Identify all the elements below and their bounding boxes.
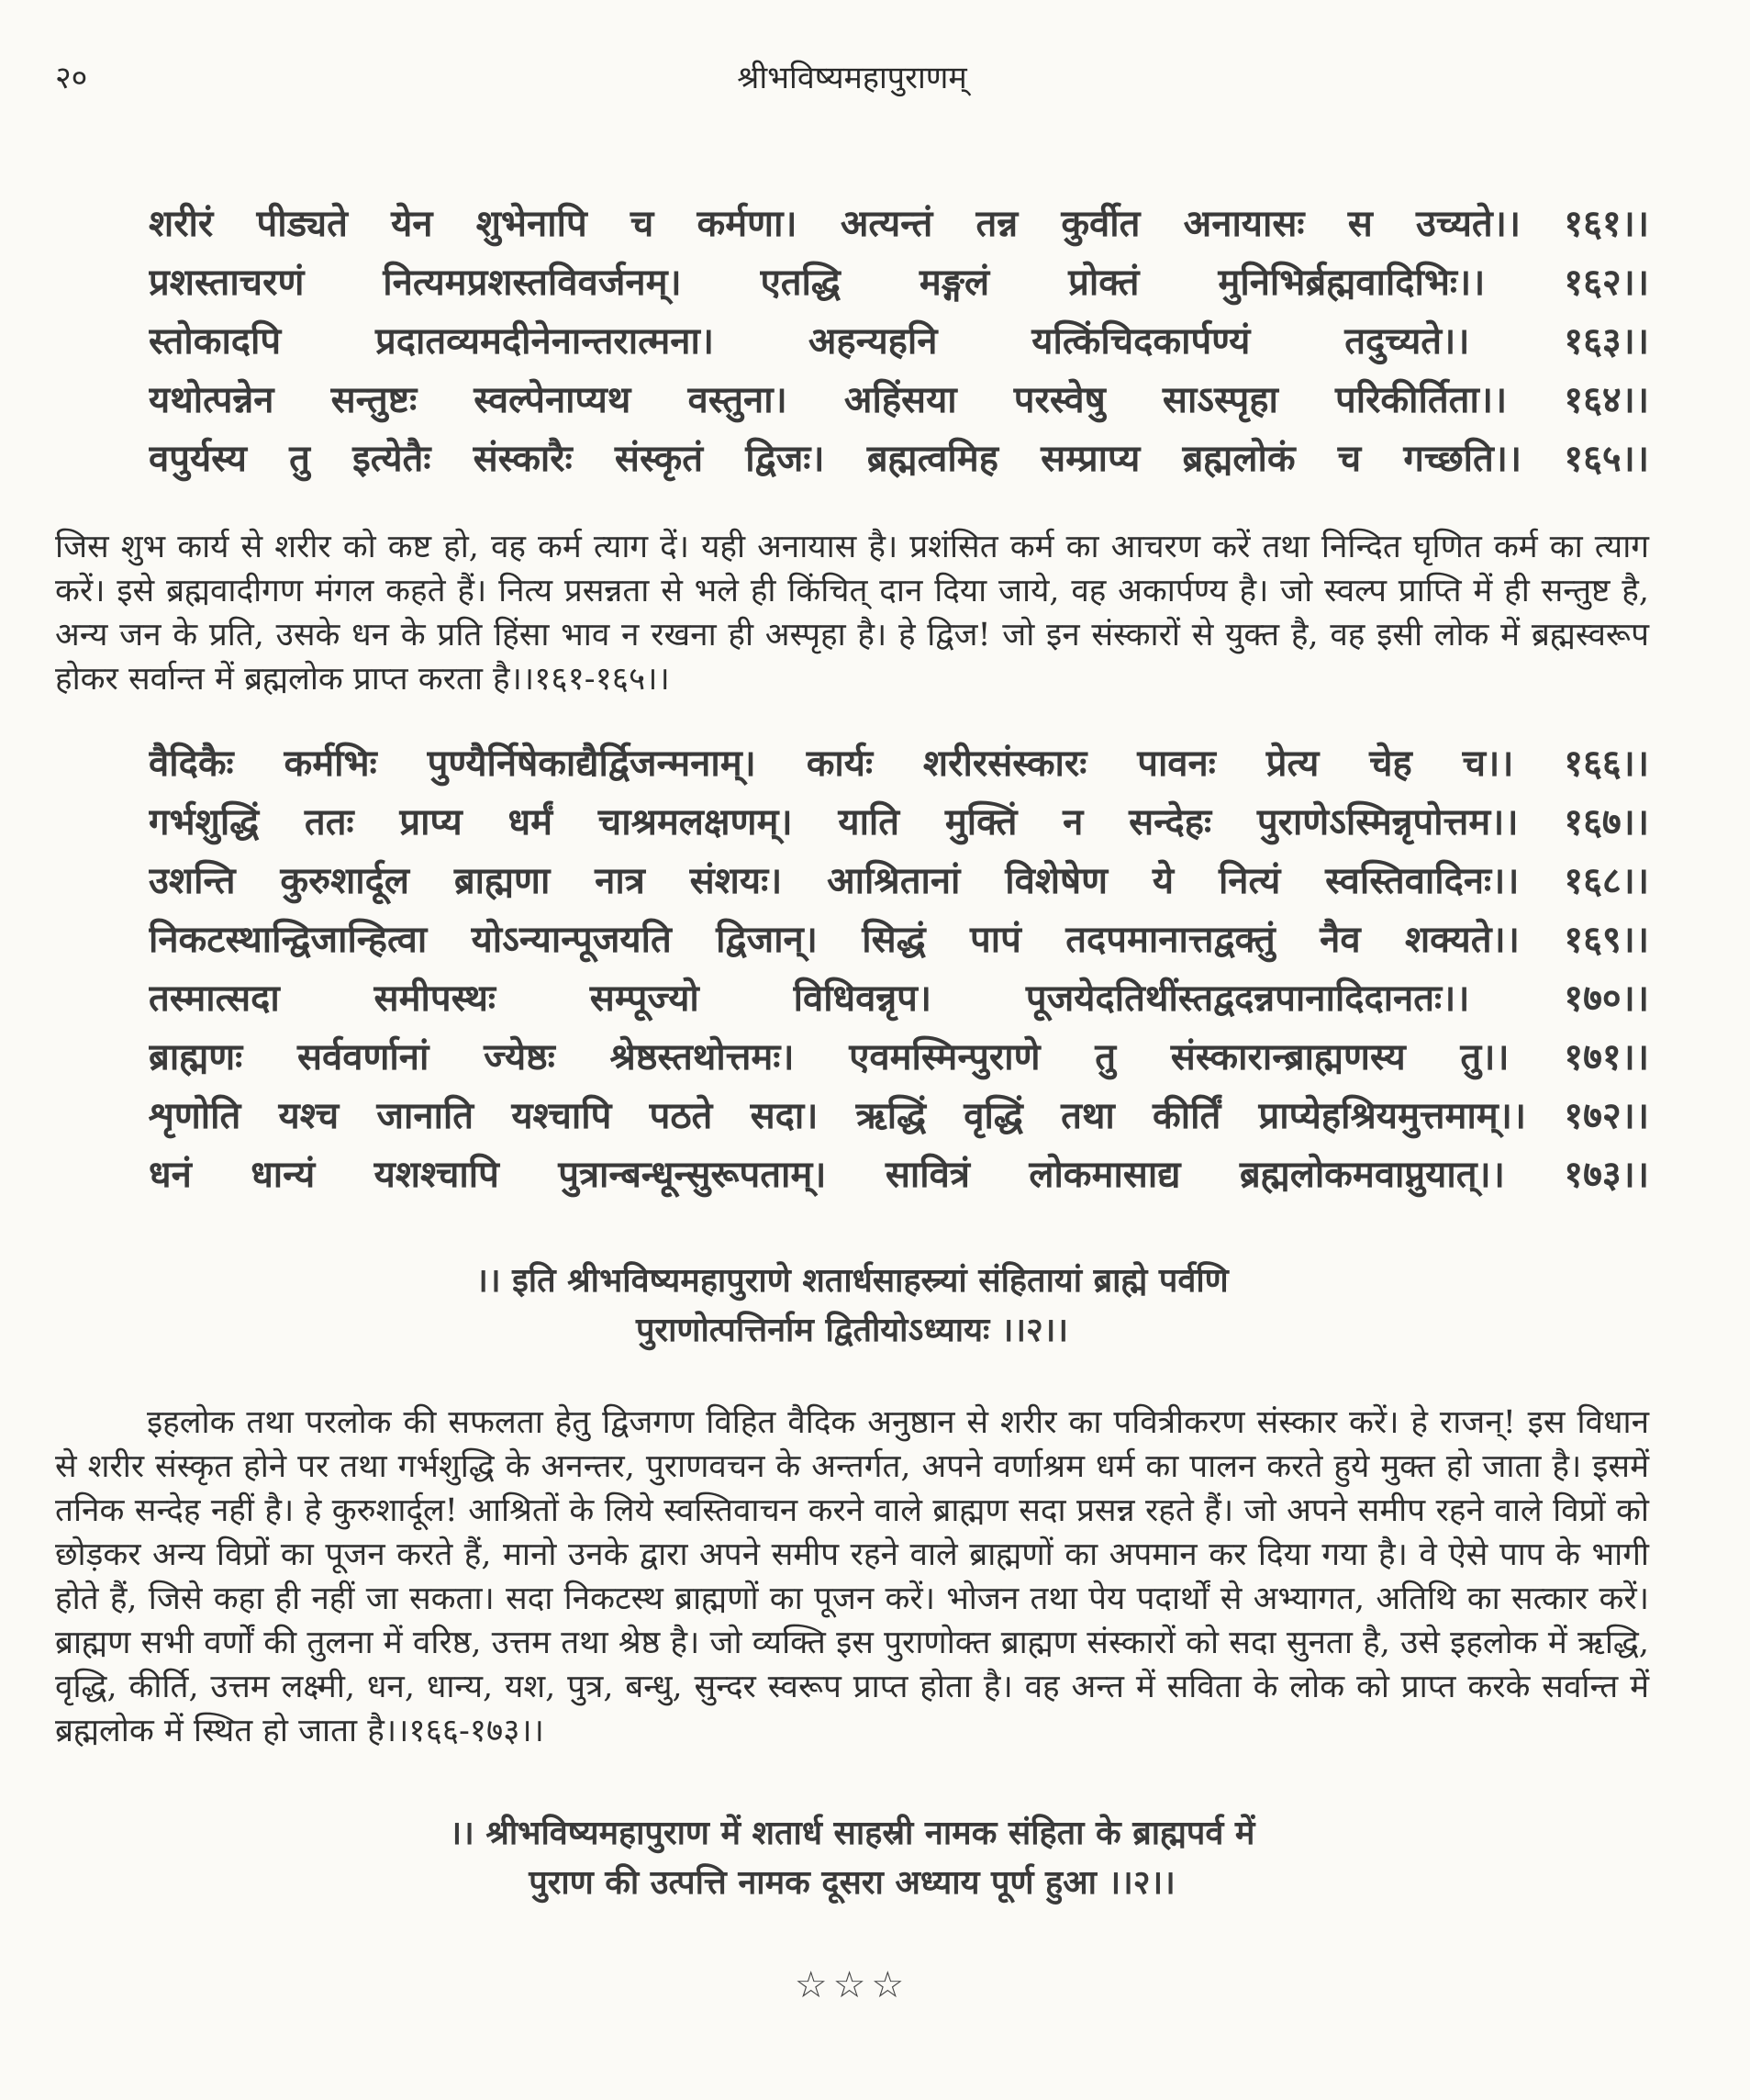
colophon-line: पुराण की उत्पत्ति नामक दूसरा अध्याय पूर्ण हुआ ।।२।। — [529, 1863, 1176, 1902]
verse-line: धनं धान्यं यशश्चापि पुत्रान्बन्धून्सुरूपताम्। सावित्रं लोकमासाद्य ब्रह्मलोकमवाप्नुयात्।। १७३।। — [149, 1153, 1649, 1196]
sanskrit-colophon — [55, 1256, 1649, 1355]
verse-line: स्तोकादपि प्रदातव्यमदीनेनान्तरात्मना। अहन्यहनि यत्किंचिदकार्पण्यं तदुच्यते।। १६३।। — [149, 319, 1649, 363]
running-title: श्रीभविष्यमहापुराणम् — [737, 60, 967, 96]
verse-line: वपुर्यस्य तु इत्येतैः संस्कारैः संस्कृतं द्विजः। ब्रह्मत्वमिह सम्प्राप्य ब्रह्मलोकं च गच्छति।। १६५।। — [149, 437, 1649, 480]
verse-line: उशन्ति कुरुशार्दूल ब्राह्मणा नात्र संशयः। आश्रितानां विशेषेण ये नित्यं स्वस्तिवादिनः।। १६८।। — [149, 859, 1649, 902]
translation-paragraph-166-173: इहलोक तथा परलोक की सफलता हेतु द्विजगण विहित वैदिक अनुष्ठान से शरीर का पवित्रीकरण संस्कार करें। हे राजन्! इस विधान से शरीर संस्कृत होने पर तथा गर्भशुद्धि के अनन्तर, पुराणवचन के अन्तर्गत, अपने वर्णाश्रम धर्म का पालन करते हुये मुक्त हो जाता है। इसमें तनिक सन्देह नहीं है। हे कुरुशार्दूल! आश्रितों के लिये स्वस्तिवाचन करने वाले ब्राह्मण सदा प्रसन्न रहते हैं। जो अपने समीप रहने वाले विप्रों को छोड़कर अन्य विप्रों का पूजन करते हैं, मानो उनके द्वारा अपने समीप रहने वाले ब्राह्मणों का अपमान कर दिया गया है। वे ऐसे पाप के भागी होते हैं, जिसे कहा ही नहीं जा सकता। सदा निकटस्थ ब्राह्मणों का पूजन करें। भोजन तथा पेय पदार्थों से अभ्यागत, अतिथि का सत्कार करें। ब्राह्मण सभी वर्णों की तुलना में वरिष्ठ, उत्तम तथा श्रेष्ठ है। जो व्यक्ति इस पुराणोक्त ब्राह्मण संस्कारों को सदा सुनता है, उसे इहलोक में ऋद्धि, वृद्धि, कीर्ति, उत्तम लक्ष्मी, धन, धान्य, यश, पुत्र, बन्धु, सुन्दर स्वरूप प्राप्त होता है। वह अन्त में सविता के लोक को प्राप्त करके सर्वान्त में ब्रह्मलोक में स्थित हो जाता है।।१६६-१७३।। — [55, 1404, 1649, 1749]
verse-line: शृणोति यश्च जानाति यश्चापि पठते सदा। ऋद्धिं वृद्धिं तथा कीर्तिं प्राप्येहश्रियमुत्तमाम्।। १७२।। — [149, 1094, 1649, 1137]
star-ornament: ☆☆☆ — [794, 1964, 910, 2006]
verse-line: तस्मात्सदा समीपस्थः सम्पूज्यो विधिवन्नृप। पूजयेदतिथींस्तद्वदन्नपानादिदानतः।। १७०।। — [149, 977, 1649, 1020]
verse-line: वैदिकैः कर्मभिः पुण्यैर्निषेकाद्यैर्द्विजन्मनाम्। कार्यः शरीरसंस्कारः पावनः प्रेत्य चेह च।। १६६।। — [149, 742, 1649, 785]
verse-block-161-165 — [55, 195, 1649, 488]
colophon-line: पुराणोत्पत्तिर्नाम द्वितीयोऽध्यायः ।।२।। — [635, 1311, 1069, 1349]
verse-block-166-173 — [55, 734, 1649, 1204]
page-number: २० — [55, 60, 88, 96]
verse-line: निकटस्थान्द्विजान्हित्वा योऽन्यान्पूजयति द्विजान्। सिद्धं पापं तदपमानात्तद्वक्तुं नैव शक्यते।। १६९।। — [149, 918, 1649, 961]
translation-paragraph-161-165: जिस शुभ कार्य से शरीर को कष्ट हो, वह कर्म त्याग दें। यही अनायास है। प्रशंसित कर्म का आचरण करें तथा निन्दित घृणित कर्म का त्याग करें। इसे ब्रह्मवादीगण मंगल कहते हैं। नित्य प्रसन्नता से भले ही किंचित् दान दिया जाये, वह अकार्पण्य है। जो स्वल्प प्राप्ति में ही सन्तुष्ट है, अन्य जन के प्रति, उसके धन के प्रति हिंसा भाव न रखना ही अस्पृहा है। हे द्विज! जो इन संस्कारों से युक्त है, वह इसी लोक में ब्रह्मस्वरूप होकर सर्वान्त में ब्रह्मलोक प्राप्त करता है।।१६१-१६५।। — [55, 529, 1649, 698]
colophon-line: ।। श्रीभविष्यमहापुराण में शतार्ध साहस्री नामक संहिता के ब्राह्मपर्व में — [449, 1814, 1255, 1852]
colophon-line: ।। इति श्रीभविष्यमहापुराणे शतार्धसाहस्र्यां संहितायां ब्राह्मे पर्वणि — [475, 1261, 1229, 1300]
hindi-colophon — [55, 1808, 1649, 1907]
verse-line: गर्भशुद्धिं ततः प्राप्य धर्मं चाश्रमलक्षणम्। याति मुक्तिं न सन्देहः पुराणेऽस्मिन्नृपोत्तम।। १६७।। — [149, 800, 1649, 843]
verse-line: यथोत्पन्नेन सन्तुष्टः स्वल्पेनाप्यथ वस्तुना। अहिंसया परस्वेषु साऽस्पृहा परिकीर्तिता।। १६४।। — [149, 378, 1649, 421]
page-header — [55, 55, 1649, 110]
verse-line: शरीरं पीड्यते येन शुभेनापि च कर्मणा। अत्यन्तं तन्न कुर्वीत अनायासः स उच्यते।। १६१।। — [149, 202, 1649, 245]
verse-line: प्रशस्ताचरणं नित्यमप्रशस्तविवर्जनम्। एतद्धि मङ्गलं प्रोक्तं मुनिभिर्ब्रह्मवादिभिः।। १६२।। — [149, 261, 1649, 304]
verse-line: ब्राह्मणः सर्ववर्णानां ज्येष्ठः श्रेष्ठस्तथोत्तमः। एवमस्मिन्पुराणे तु संस्कारान्ब्राह्मणस्य तु।। १७१।। — [149, 1035, 1649, 1078]
